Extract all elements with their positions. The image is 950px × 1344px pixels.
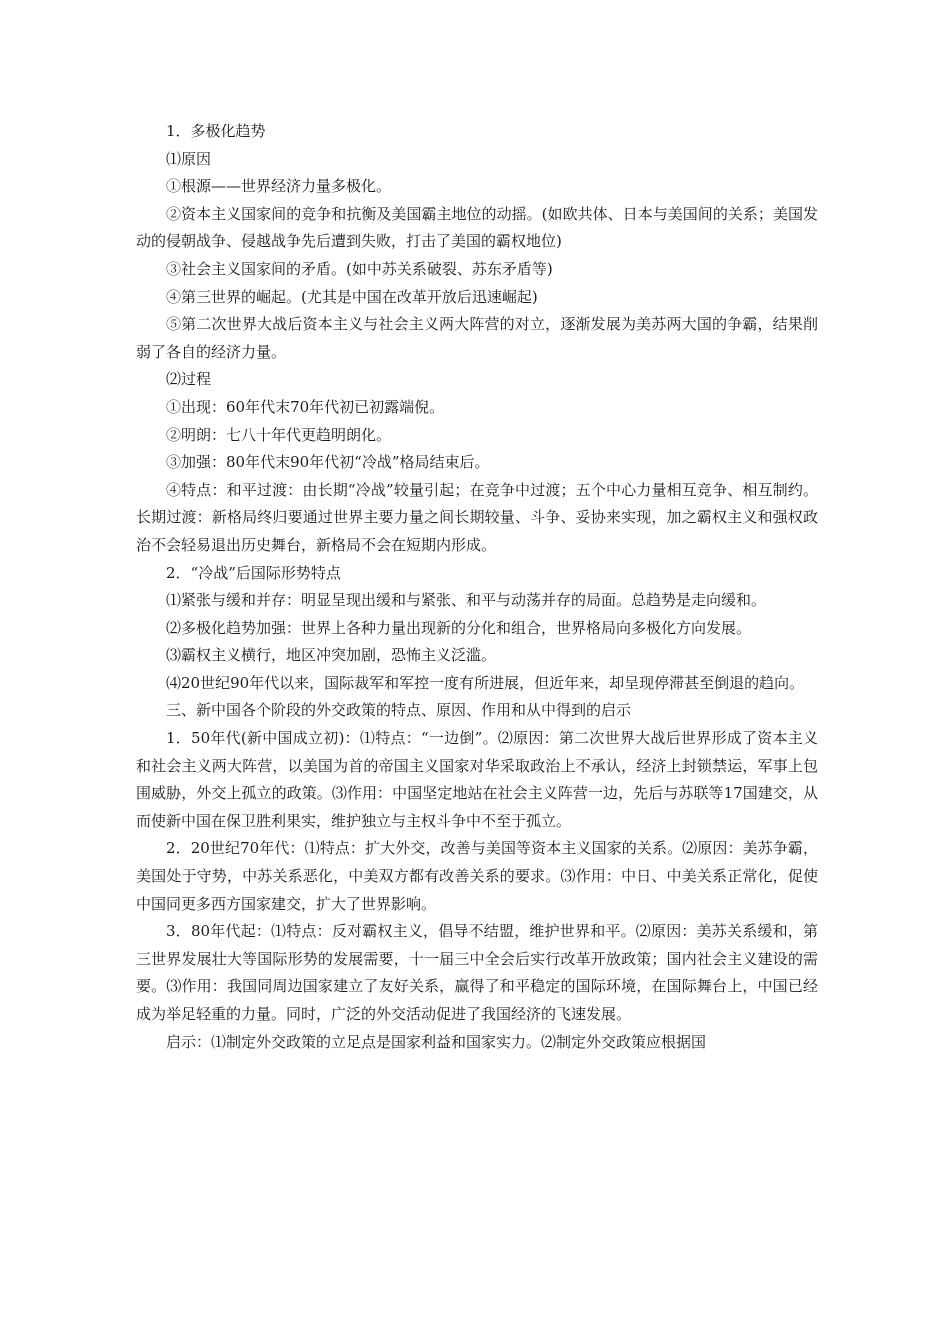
feature-item-4: ⑷20世纪90年代以来，国际裁军和军控一度有所进展，但近年来，却呈现停滞甚至倒退的趋向。 bbox=[166, 673, 805, 692]
policy-lessons: 启示：⑴制定外交政策的立足点是国家利益和国家实力。⑵制定外交政策应根据国 bbox=[166, 1032, 707, 1051]
heading-foreign-policy: 三、新中国各个阶段的外交政策的特点、原因、作用和从中得到的启示 bbox=[166, 701, 632, 720]
policy-1950s: 1．50年代(新中国成立初)：⑴特点：“一边倒”。⑵原因：第二次世界大战后世界形成了资本主义和社会主义两大阵营，以美国为首的帝国主义国家对华采取政治上不承认，经济上封锁禁运，军事上包围威胁，外交上孤立的政策。⑶作用：中国坚定地站在社会主义阵营一边，先后与苏联等17国建交，从而使新中国在保卫胜利果实，维护独立与主权斗争中不至于孤立。 bbox=[136, 729, 818, 830]
process-item-2: ②明朗：七八十年代更趋明朗化。 bbox=[166, 425, 392, 444]
process-item-4: ④特点：和平过渡：由长期“冷战”较量引起；在竞争中过渡；五个中心力量相互竞争、相互制约。长期过渡：新格局终归要通过世界主要力量之间长期较量、斗争、妥协来实现，加之霸权主义和强权政治不会轻易退出历史舞台，新格局不会在短期内形成。 bbox=[136, 480, 818, 554]
subheading-causes: ⑴原因 bbox=[166, 149, 212, 168]
document-body bbox=[136, 118, 818, 1056]
process-item-3: ③加强：80年代末90年代初“冷战”格局结束后。 bbox=[166, 453, 490, 472]
feature-item-2: ⑵多极化趋势加强：世界上各种力量出现新的分化和组合，世界格局向多极化方向发展。 bbox=[166, 618, 752, 637]
feature-item-3: ⑶霸权主义横行，地区冲突加剧，恐怖主义泛滥。 bbox=[166, 646, 497, 665]
policy-1980s: 3．80年代起：⑴特点：反对霸权主义，倡导不结盟，维护世界和平。⑵原因：美苏关系缓和，第三世界发展壮大等国际形势的发展需要，十一届三中全会后实行改革开放政策；国内社会主义建设的需要。⑶作用：我国同周边国家建立了友好关系，赢得了和平稳定的国际环境，在国际舞台上，中国已经成为举足轻重的力量。同时，广泛的外交活动促进了我国经济的飞速发展。 bbox=[136, 922, 818, 1023]
feature-item-1: ⑴紧张与缓和并存：明显呈现出缓和与紧张、和平与动荡并存的局面。总趋势是走向缓和。 bbox=[166, 591, 767, 610]
cause-item-5: ⑤第二次世界大战后资本主义与社会主义两大阵营的对立，逐渐发展为美苏两大国的争霸，结果削弱了各自的经济力量。 bbox=[136, 315, 818, 361]
subheading-process: ⑵过程 bbox=[166, 370, 212, 389]
cause-item-2: ②资本主义国家间的竞争和抗衡及美国霸主地位的动摇。(如欧共体、日本与美国间的关系；美国发动的侵朝战争、侵越战争先后遭到失败，打击了美国的霸权地位) bbox=[136, 204, 818, 251]
heading-multipolarization: 1．多极化趋势 bbox=[166, 122, 266, 140]
policy-1970s: 2．20世纪70年代：⑴特点：扩大外交，改善与美国等资本主义国家的关系。⑵原因：美苏争霸，美国处于守势，中苏关系恶化，中美双方都有改善关系的要求。⑶作用：中日、中美关系正常化，促使中国同更多西方国家建交，扩大了世界影响。 bbox=[136, 839, 818, 913]
cause-item-3: ③社会主义国家间的矛盾。(如中苏关系破裂、苏东矛盾等) bbox=[166, 259, 553, 278]
cause-item-1: ①根源——世界经济力量多极化。 bbox=[166, 177, 392, 196]
process-item-1: ①出现：60年代末70年代初已初露端倪。 bbox=[166, 397, 445, 416]
heading-post-cold-war: 2．“冷战”后国际形势特点 bbox=[166, 563, 341, 582]
cause-item-4: ④第三世界的崛起。(尤其是中国在改革开放后迅速崛起) bbox=[166, 287, 538, 306]
